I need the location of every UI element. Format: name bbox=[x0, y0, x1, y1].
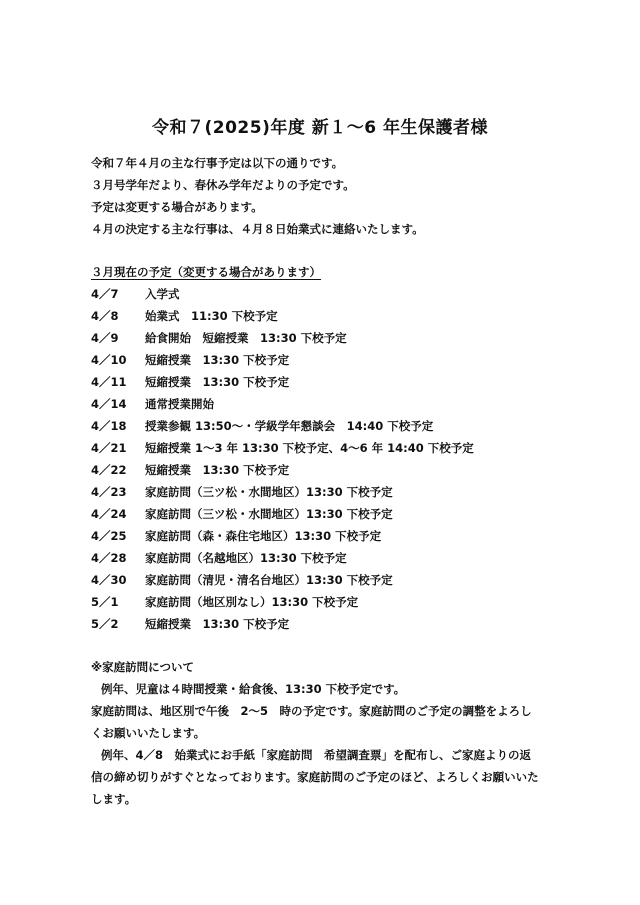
page-title: 令和７(2025)年度 新１～6 年生保護者様 bbox=[151, 118, 489, 138]
schedule-row bbox=[91, 397, 214, 411]
schedule-date: 4／9 bbox=[91, 331, 119, 345]
note-line: 家庭訪問は、地区別で午後 2～5 時の予定です。家庭訪問のご予定の調整をよろし bbox=[91, 704, 532, 718]
note-line: 例年、4／8 始業式にお手紙「家庭訪問 希望調査票」を配布し、ご家庭よりの返 bbox=[101, 748, 531, 762]
note-heading: ※家庭訪問について bbox=[91, 660, 194, 674]
schedule-event: 家庭訪問（三ツ松・水間地区）13:30 下校予定 bbox=[145, 507, 393, 521]
schedule-event: 家庭訪問（名越地区）13:30 下校予定 bbox=[145, 551, 347, 565]
schedule-date: 4／7 bbox=[91, 287, 119, 301]
schedule-date: 4／23 bbox=[91, 485, 127, 499]
schedule-event: 給食開始 短縮授業 13:30 下校予定 bbox=[145, 331, 347, 345]
schedule-date: 4／14 bbox=[91, 397, 127, 411]
schedule-event: 短縮授業 13:30 下校予定 bbox=[145, 375, 290, 389]
schedule-event: 家庭訪問（清児・清名台地区）13:30 下校予定 bbox=[145, 573, 393, 587]
schedule-event: 短縮授業 13:30 下校予定 bbox=[145, 617, 290, 631]
schedule-event: 家庭訪問（森・森住宅地区）13:30 下校予定 bbox=[145, 529, 382, 543]
intro-line: 予定は変更する場合があります。 bbox=[91, 200, 263, 214]
schedule-event: 短縮授業 13:30 下校予定 bbox=[145, 353, 290, 367]
schedule-row bbox=[91, 617, 289, 631]
intro-line: ３月号学年だより、春休み学年だよりの予定です。 bbox=[91, 178, 355, 192]
schedule-date: 4／30 bbox=[91, 573, 127, 587]
schedule-row bbox=[91, 485, 393, 499]
schedule-row bbox=[91, 463, 289, 477]
schedule-row bbox=[91, 353, 289, 367]
schedule-date: 4／28 bbox=[91, 551, 127, 565]
schedule-event: 家庭訪問（三ツ松・水間地区）13:30 下校予定 bbox=[145, 485, 393, 499]
note-line: します。 bbox=[91, 792, 137, 806]
schedule-row bbox=[91, 507, 393, 521]
schedule-event: 授業参観 13:50～・学級学年懇談会 14:40 下校予定 bbox=[145, 419, 434, 433]
schedule-event: 家庭訪問（地区別なし）13:30 下校予定 bbox=[145, 595, 359, 609]
schedule-date: 4／18 bbox=[91, 419, 127, 433]
schedule-event: 短縮授業 1～3 年 13:30 下校予定、4～6 年 14:40 下校予定 bbox=[145, 441, 474, 455]
schedule-row bbox=[91, 331, 347, 345]
schedule-heading: ３月現在の予定（変更する場合があります） bbox=[91, 265, 321, 279]
schedule-event: 入学式 bbox=[145, 287, 180, 301]
schedule-row bbox=[91, 441, 474, 455]
schedule-row bbox=[91, 287, 180, 301]
intro-line: 令和７年４月の主な行事予定は以下の通りです。 bbox=[91, 156, 344, 170]
schedule-event: 通常授業開始 bbox=[145, 397, 214, 411]
schedule-event: 始業式 11:30 下校予定 bbox=[145, 309, 278, 323]
schedule-date: 4／22 bbox=[91, 463, 127, 477]
schedule-date: 5／1 bbox=[91, 595, 119, 609]
schedule-date: 4／21 bbox=[91, 441, 127, 455]
schedule-date: 5／2 bbox=[91, 617, 119, 631]
note-line: 信の締め切りがすぐとなっております。家庭訪問のご予定のほど、よろしくお願いいた bbox=[91, 770, 539, 784]
intro-line: ４月の決定する主な行事は、４月８日始業式に連絡いたします。 bbox=[91, 222, 424, 236]
note-line: くお願いいたします。 bbox=[91, 726, 206, 740]
note-line: 例年、児童は４時間授業・給食後、13:30 下校予定です。 bbox=[101, 682, 406, 696]
schedule-date: 4／8 bbox=[91, 309, 119, 323]
schedule-row bbox=[91, 309, 278, 323]
schedule-date: 4／24 bbox=[91, 507, 127, 521]
schedule-row bbox=[91, 595, 358, 609]
schedule-row bbox=[91, 529, 381, 543]
schedule-date: 4／11 bbox=[91, 375, 127, 389]
schedule-row bbox=[91, 573, 393, 587]
schedule-date: 4／10 bbox=[91, 353, 127, 367]
schedule-event: 短縮授業 13:30 下校予定 bbox=[145, 463, 290, 477]
schedule-row bbox=[91, 419, 433, 433]
schedule-row bbox=[91, 551, 347, 565]
schedule-date: 4／25 bbox=[91, 529, 127, 543]
schedule-row bbox=[91, 375, 289, 389]
